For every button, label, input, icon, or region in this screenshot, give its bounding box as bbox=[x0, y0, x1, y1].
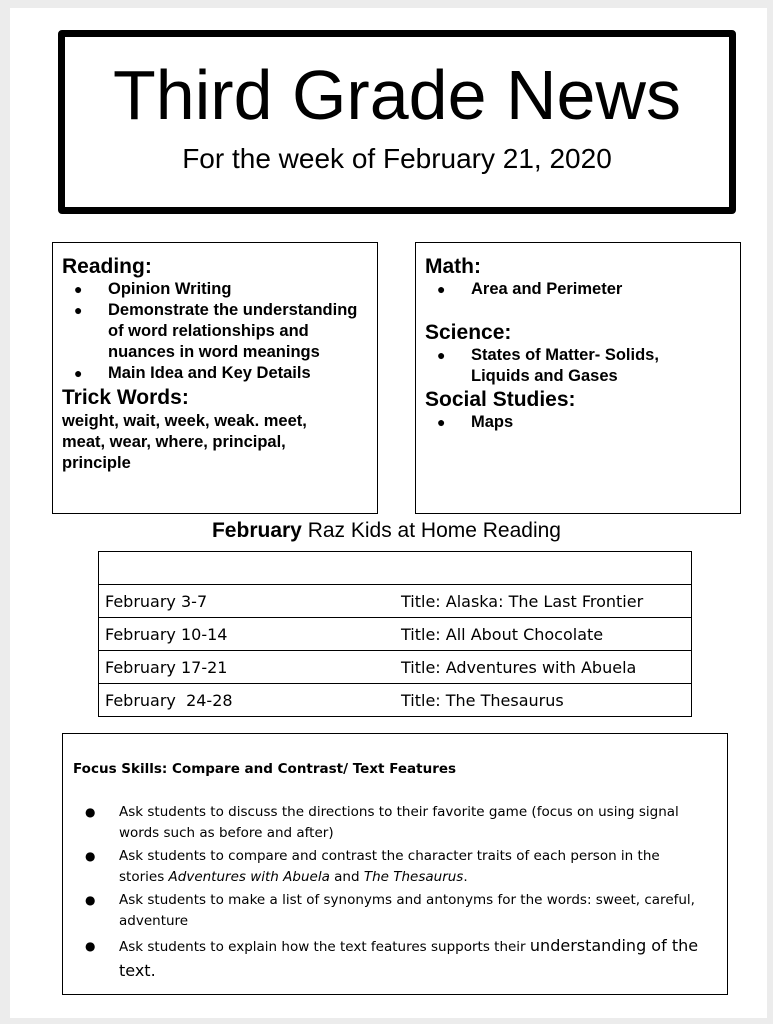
reading-list bbox=[62, 279, 362, 384]
math-heading: Math: bbox=[425, 255, 481, 278]
social-studies-heading: Social Studies: bbox=[425, 388, 576, 411]
list-item: ● States of Matter- Solids, Liquids and Gases bbox=[437, 346, 659, 385]
bullet-icon: ● bbox=[437, 347, 446, 363]
newsletter-header bbox=[58, 30, 736, 214]
focus-skills-title: Focus Skills: Compare and Contrast/ Text Features bbox=[73, 761, 457, 777]
list-item: ● Area and Perimeter bbox=[437, 280, 623, 298]
table-row bbox=[99, 651, 692, 684]
week-cell: February 10-14 bbox=[99, 618, 396, 651]
title-cell: Title: Adventures with Abuela bbox=[395, 651, 692, 684]
list-item: ● Ask students to discuss the directions to their favorite game (focus on using signal words such as before and after) bbox=[85, 804, 679, 841]
reading-schedule-table bbox=[98, 551, 692, 717]
list-item: ● Ask students to compare and contrast the character traits of each person in the stories Adventures with Abuela and The Thesaurus. bbox=[85, 848, 660, 885]
table-row bbox=[99, 618, 692, 651]
trick-words-list: weight, wait, week, weak. meet, meat, wear, where, principal, principle bbox=[62, 412, 307, 472]
science-heading: Science: bbox=[425, 321, 512, 344]
bullet-icon: ● bbox=[437, 281, 446, 297]
title-cell: Title: Alaska: The Last Frontier bbox=[395, 585, 692, 618]
social-studies-list bbox=[425, 412, 725, 433]
list-item: ● Maps bbox=[437, 413, 514, 431]
list-item: ● Ask students to make a list of synonyms and antonyms for the words: sweet, careful, adventure bbox=[85, 892, 695, 929]
week-cell: February 3-7 bbox=[99, 585, 396, 618]
bullet-icon: ● bbox=[74, 281, 83, 297]
bullet-icon: ● bbox=[85, 849, 96, 863]
list-item: ● Ask students to explain how the text features supports their understanding of the text. bbox=[85, 936, 699, 980]
bullet-icon: ● bbox=[85, 939, 96, 953]
reading-box bbox=[52, 242, 378, 514]
focus-skills-box bbox=[62, 733, 728, 995]
table-row bbox=[99, 684, 692, 717]
math-list bbox=[425, 279, 725, 300]
table-row bbox=[99, 585, 692, 618]
title-cell: Title: All About Chocolate bbox=[395, 618, 692, 651]
list-item: ● Opinion Writing bbox=[74, 280, 232, 298]
math-science-box bbox=[415, 242, 741, 514]
science-list bbox=[425, 345, 665, 387]
reading-heading: Reading: bbox=[62, 255, 152, 278]
page-title: Third Grade News bbox=[113, 56, 681, 134]
title-cell: Title: The Thesaurus bbox=[395, 684, 692, 717]
bullet-icon: ● bbox=[74, 365, 83, 381]
list-item: ● Main Idea and Key Details bbox=[74, 364, 311, 382]
trick-words-heading: Trick Words: bbox=[62, 386, 189, 409]
raz-kids-heading: February Raz Kids at Home Reading bbox=[211, 519, 561, 542]
bullet-icon: ● bbox=[437, 414, 446, 430]
bullet-icon: ● bbox=[85, 805, 96, 819]
focus-skills-list bbox=[85, 802, 705, 985]
week-subtitle: For the week of February 21, 2020 bbox=[182, 143, 612, 174]
table-header-row bbox=[99, 552, 692, 585]
list-item: ● Demonstrate the understanding of word relationships and nuances in word meanings bbox=[74, 301, 358, 361]
week-cell: February 24-28 bbox=[99, 684, 396, 717]
bullet-icon: ● bbox=[85, 893, 96, 907]
week-cell: February 17-21 bbox=[99, 651, 396, 684]
bullet-icon: ● bbox=[74, 302, 83, 318]
